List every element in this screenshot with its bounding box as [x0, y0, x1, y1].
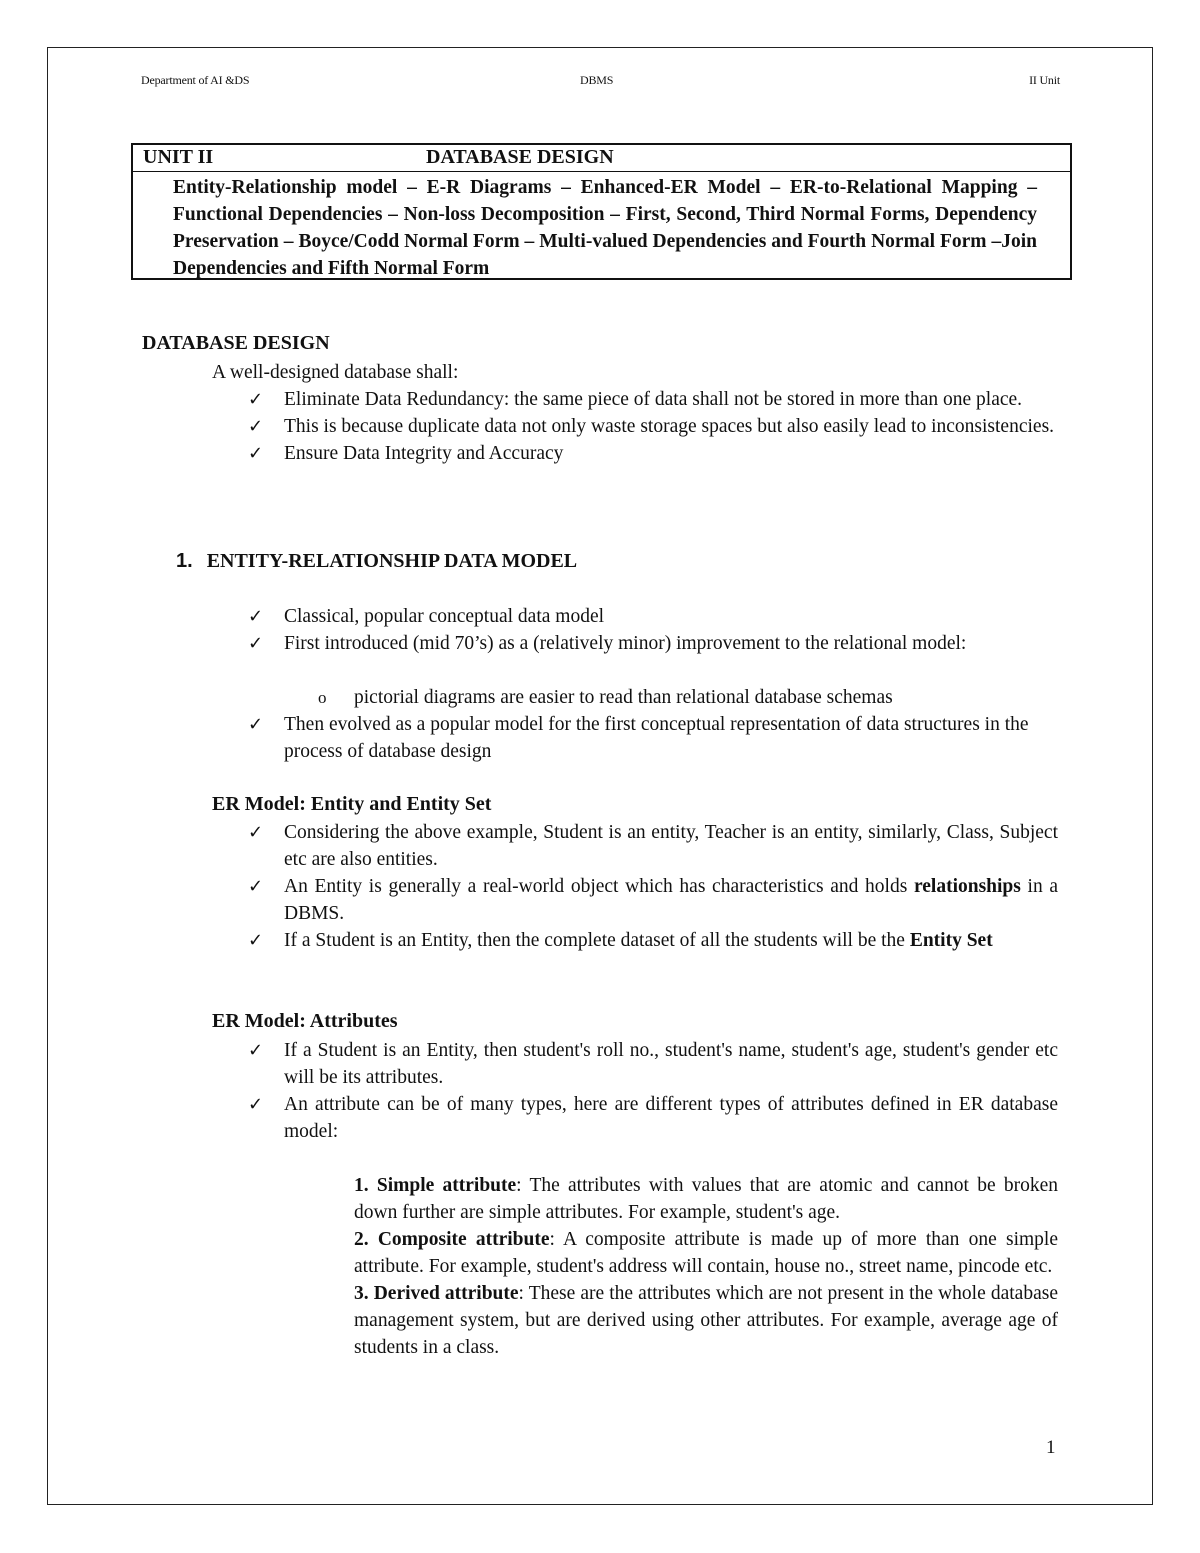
header-subject: DBMS [580, 73, 614, 87]
subsection-heading-attributes: ER Model: Attributes [212, 1010, 398, 1032]
section-heading-database-design: DATABASE DESIGN [142, 332, 330, 354]
sub-list-item: o pictorial diagrams are easier to read than relational database schemas [318, 684, 1094, 711]
list-item: ✓ Eliminate Data Redundancy: the same piece of data shall not be stored in more than one place. [248, 386, 1058, 413]
checkmark-icon: ✓ [248, 416, 264, 437]
checkmark-icon: ✓ [248, 606, 264, 627]
list-item: ✓ Ensure Data Integrity and Accuracy [248, 440, 1058, 467]
entity-list [248, 819, 1058, 954]
attribute-type-simple: 1. Simple attribute: The attributes with values that are atomic and cannot be broken down further are simple attributes. For example, student's age. [354, 1175, 1058, 1223]
unit-title-row [133, 145, 1070, 172]
unit-label: UNIT II [143, 146, 214, 168]
page-number: 1 [1046, 1437, 1056, 1458]
list-item: ✓ Then evolved as a popular model for the first conceptual representation of data structures in the process of database design [248, 711, 1038, 765]
unit-title: DATABASE DESIGN [426, 146, 614, 168]
checkmark-icon: ✓ [248, 714, 264, 735]
attributes-list [248, 1037, 1058, 1145]
circle-bullet-icon: o [318, 688, 327, 707]
list-item: ✓ First introduced (mid 70’s) as a (relatively minor) improvement to the relational model: [248, 630, 1058, 657]
section-number: 1. [176, 550, 193, 572]
checkmark-icon: ✓ [248, 389, 264, 410]
list-item: ✓ An Entity is generally a real-world object which has characteristics and holds relationships in a DBMS. [248, 873, 1058, 927]
section-heading-er-model [176, 550, 577, 573]
database-design-intro: A well-designed database shall: [212, 362, 459, 383]
checkmark-icon: ✓ [248, 1094, 264, 1115]
unit-syllabus: Entity-Relationship model – E-R Diagrams – Enhanced-ER Model – ER-to-Relational Mapping –Functional Dependencies – Non-loss Decomposition – First, Second, Third Normal Forms, Dependency Preservation – Boyce/Codd Normal Form – Multi-valued Dependencies and Fourth Normal Form –Join Dependencies and Fifth Normal Form [173, 177, 1037, 279]
er-model-list [248, 603, 1058, 657]
header-department: Department of AI &DS [141, 73, 250, 87]
unit-syllabus-box [131, 143, 1072, 280]
database-design-list [248, 386, 1058, 467]
header-unit: II Unit [1029, 73, 1060, 87]
checkmark-icon: ✓ [248, 633, 264, 654]
list-item: ✓ Considering the above example, Student is an entity, Teacher is an entity, similarly, Class, Subject etc are also entities. [248, 819, 1058, 873]
checkmark-icon: ✓ [248, 443, 264, 464]
er-model-list-2 [248, 711, 1038, 765]
attribute-type-derived: 3. Derived attribute: These are the attributes which are not present in the whole database management system, but are derived using other attributes. For example, average age of students in a class. [354, 1283, 1058, 1358]
attribute-types [354, 1172, 1058, 1361]
list-item: ✓ If a Student is an Entity, then student's roll no., student's name, student's age, student's gender etc will be its attributes. [248, 1037, 1058, 1091]
list-item: ✓ This is because duplicate data not only waste storage spaces but also easily lead to inconsistencies. [248, 413, 1058, 440]
section-title: ENTITY-RELATIONSHIP DATA MODEL [206, 550, 578, 572]
list-item: ✓ Classical, popular conceptual data model [248, 603, 1058, 630]
attribute-type-composite: 2. Composite attribute: A composite attribute is made up of more than one simple attribute. For example, student's address will contain, house no., street name, pincode etc. [354, 1229, 1058, 1277]
checkmark-icon: ✓ [248, 822, 264, 843]
checkmark-icon: ✓ [248, 876, 264, 897]
subsection-heading-entity: ER Model: Entity and Entity Set [212, 793, 492, 815]
checkmark-icon: ✓ [248, 930, 264, 951]
checkmark-icon: ✓ [248, 1040, 264, 1061]
list-item: ✓ An attribute can be of many types, here are different types of attributes defined in ER database model: [248, 1091, 1058, 1145]
list-item: ✓ If a Student is an Entity, then the complete dataset of all the students will be the Entity Set [248, 927, 1058, 954]
